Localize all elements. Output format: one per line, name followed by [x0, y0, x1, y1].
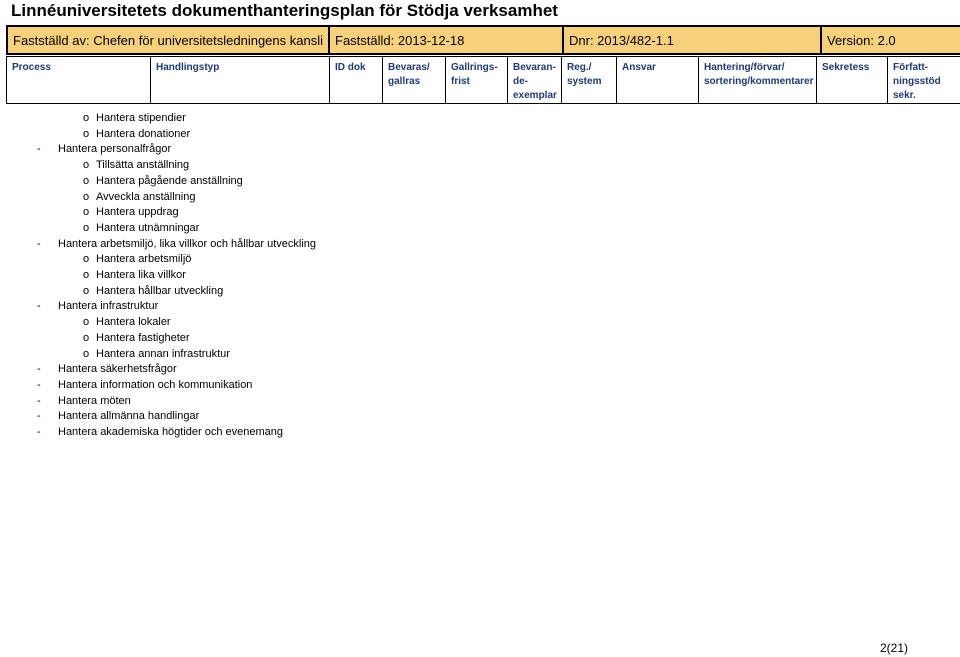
- list-item-text: Hantera fastigheter: [96, 331, 190, 344]
- list-item-text: Hantera arbetsmiljö, lika villkor och hållbar utveckling: [58, 237, 317, 250]
- list-item-text: Hantera infrastruktur: [58, 300, 159, 313]
- established-by: Fastställd av: Chefen för universitetsledningens kansli: [7, 26, 329, 54]
- list-item-text: Hantera stipendier: [96, 112, 186, 124]
- column-header: [508, 57, 562, 104]
- list-item-marker: o: [83, 347, 90, 360]
- document-meta-table: [6, 25, 960, 55]
- column-header: [7, 57, 151, 104]
- list-item-text: Hantera uppdrag: [96, 206, 179, 219]
- column-header: [446, 57, 508, 104]
- list-item-marker: -: [37, 300, 41, 313]
- column-header: [817, 57, 888, 104]
- column-header: [383, 57, 446, 104]
- established-date: Fastställd: 2013-12-18: [329, 26, 563, 54]
- list-item-text: Hantera lika villkor: [96, 269, 186, 281]
- column-header-label: Hantering/förvar/ sortering/kommentarer: [704, 62, 814, 87]
- column-header-label: Reg./ system: [567, 62, 602, 87]
- list-item-marker: o: [83, 316, 90, 329]
- version: Version: 2.0: [821, 26, 960, 54]
- list-item-marker: o: [83, 253, 90, 266]
- list-item-marker: o: [83, 284, 90, 297]
- list-item-text: Hantera akademiska högtider och evenemang: [58, 426, 284, 438]
- column-header-label: Sekretess: [822, 62, 870, 73]
- list-item-marker: -: [37, 426, 41, 438]
- list-item-marker: -: [37, 378, 41, 391]
- page-number: 2(21): [880, 641, 909, 655]
- list-item-marker: -: [37, 410, 41, 423]
- list-item-text: Hantera utnämningar: [96, 221, 200, 234]
- list-item-marker: o: [83, 331, 90, 344]
- list-item-marker: o: [83, 174, 90, 187]
- list-item-marker: o: [83, 112, 90, 124]
- column-header-row: [7, 57, 960, 104]
- list-item-text: Hantera information och kommunikation: [58, 378, 253, 391]
- column-header: [151, 57, 330, 104]
- list-item-marker: -: [37, 363, 41, 376]
- list-item-marker: o: [83, 127, 90, 140]
- column-header-label: Bevaran- de- exemplar: [513, 62, 557, 101]
- list-item-marker: o: [83, 269, 90, 281]
- list-item-marker: o: [83, 206, 90, 219]
- document-title: Linnéuniversitetets dokumenthanteringsplan för Stödja verksamhet: [11, 1, 558, 20]
- list-item-marker: -: [37, 237, 41, 250]
- list-item-text: Hantera pågående anställning: [96, 174, 243, 187]
- list-item-marker: -: [37, 394, 41, 407]
- column-header-table: [6, 56, 960, 104]
- column-header-label: ID dok: [335, 62, 366, 73]
- list-item-text: Hantera allmänna handlingar: [58, 410, 200, 423]
- list-item-marker: -: [37, 143, 41, 156]
- column-header: [330, 57, 383, 104]
- list-item-text: Hantera lokaler: [96, 316, 171, 329]
- column-header: [888, 57, 960, 104]
- column-header-label: Författ- ningsstöd sekr.: [893, 62, 941, 101]
- list-item-text: Hantera hållbar utveckling: [96, 284, 224, 297]
- list-item-text: Hantera arbetsmiljö: [96, 253, 192, 266]
- column-header: [617, 57, 699, 104]
- column-header-label: Gallrings- frist: [451, 62, 498, 87]
- list-item-text: Tillsätta anställning: [96, 159, 190, 172]
- list-item-text: Avveckla anställning: [96, 190, 196, 203]
- column-header: [562, 57, 617, 104]
- list-item-text: Hantera möten: [58, 394, 131, 407]
- column-header-label: Ansvar: [622, 62, 656, 73]
- column-header-label: Handlingstyp: [156, 62, 220, 73]
- column-header-label: Bevaras/ gallras: [388, 62, 430, 87]
- list-item-text: Hantera annan infrastruktur: [96, 347, 230, 360]
- column-header: [699, 57, 817, 104]
- list-item-text: Hantera säkerhetsfrågor: [58, 363, 177, 376]
- list-item-marker: o: [83, 190, 90, 203]
- list-item-text: Hantera donationer: [96, 127, 191, 140]
- registration-number: Dnr: 2013/482-1.1: [563, 26, 821, 54]
- list-item-marker: o: [83, 221, 90, 234]
- column-header-label: Process: [12, 62, 51, 73]
- list-item-marker: o: [83, 159, 90, 172]
- list-item-text: Hantera personalfrågor: [58, 143, 172, 156]
